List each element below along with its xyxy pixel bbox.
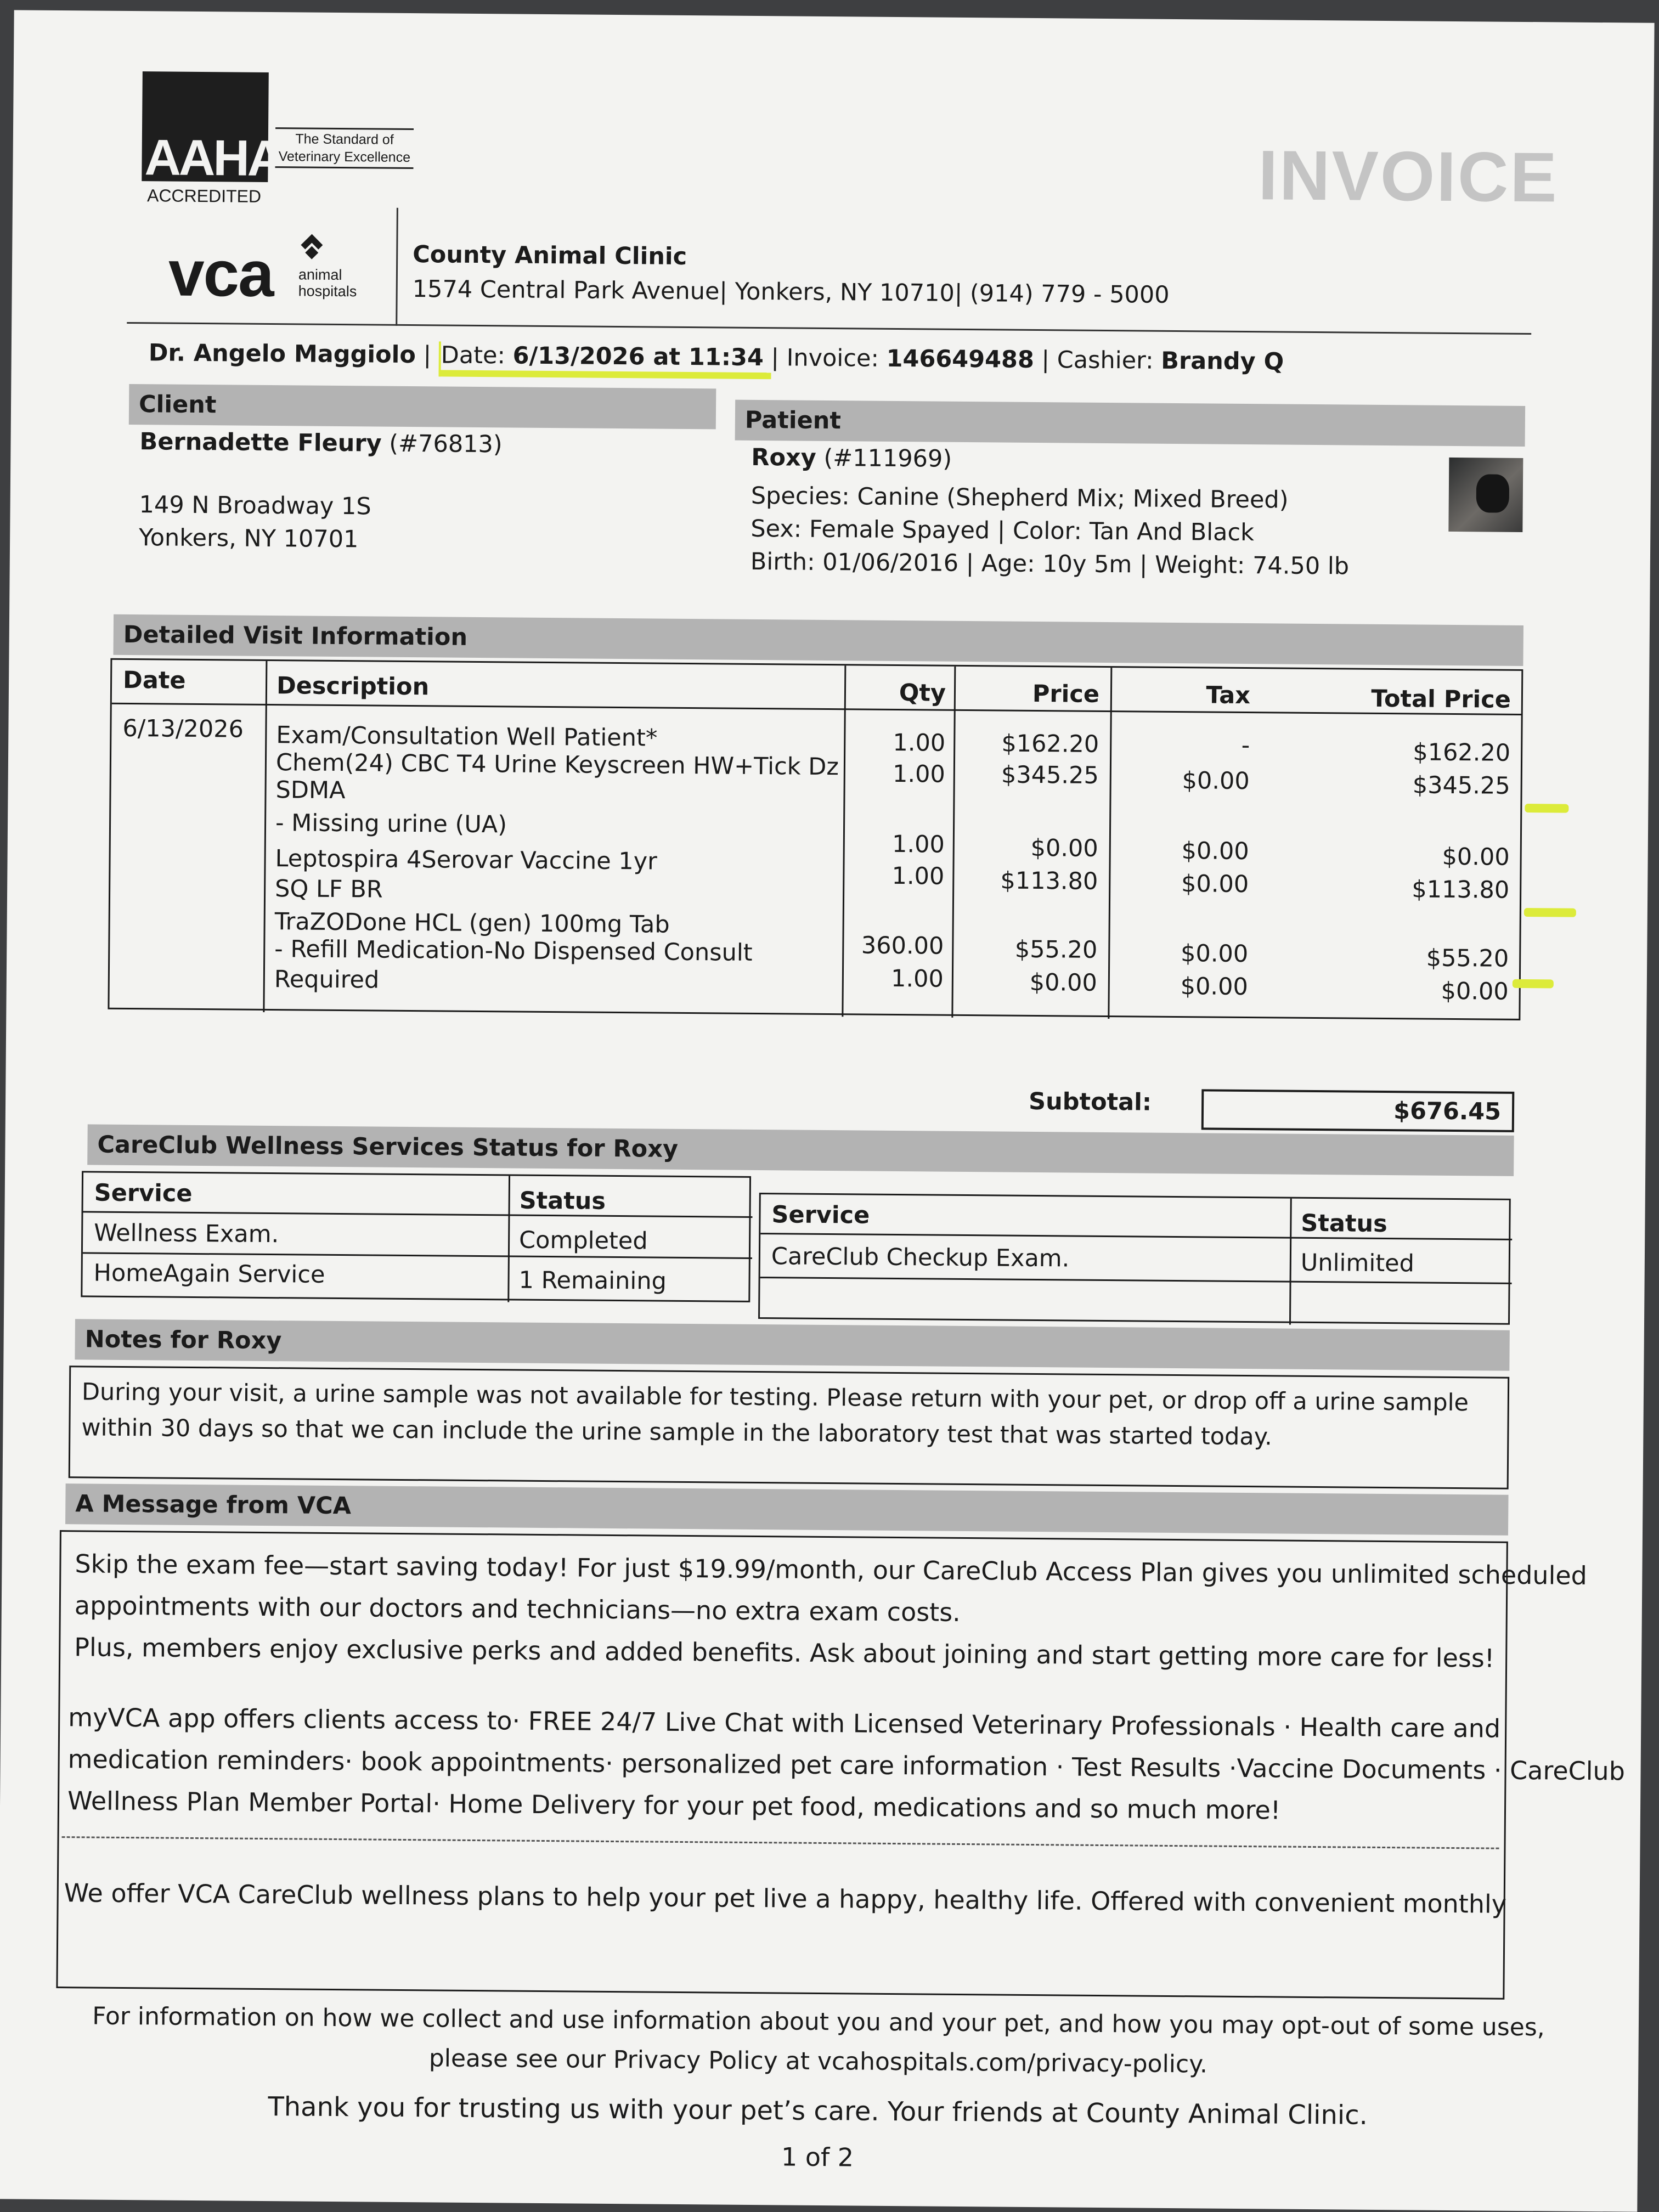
message-paragraph-3: We offer VCA CareClub wellness plans to help your pet live a happy, healthy life. Offered with convenient monthly (64, 1878, 1507, 1919)
aaha-tagline (275, 127, 414, 169)
cashier-label: Cashier: (1057, 346, 1154, 375)
privacy-line-2: please see our Privacy Policy at vcahospitals.com/privacy-policy. (428, 2044, 1208, 2079)
col-divider (507, 1176, 510, 1302)
visit-info-line: Dr. Angelo Maggiolo | Date: 6/13/2026 at 11:34 | Invoice: 146649488 | Cashier: Brandy Q (149, 339, 1284, 375)
row-tax: $0.00 (1180, 973, 1248, 1001)
dog-photo-icon (1476, 474, 1510, 512)
aaha-tagline-1: The Standard of (295, 131, 394, 148)
message-line: Plus, members enjoy exclusive perks and added benefits. Ask about joining and start getting more care for less! (74, 1632, 1495, 1673)
header-rule (127, 322, 1531, 335)
client-name-line (139, 428, 503, 458)
row-rule (760, 1233, 1512, 1240)
careclub-left-service-header: Service (94, 1179, 193, 1207)
row-qty: 1.00 (891, 862, 945, 890)
desc-line: SQ LF BR (274, 875, 383, 904)
col-divider (263, 661, 267, 1012)
row-total: $0.00 (1442, 843, 1510, 871)
row-total: $0.00 (1441, 977, 1509, 1006)
row-qty: 1.00 (893, 729, 946, 757)
visit-date: 6/13/2026 (122, 714, 244, 743)
careclub-service: Wellness Exam. (94, 1219, 279, 1249)
desc-line: Chem(24) CBC T4 Urine Keyscreen HW+Tick Dz (275, 749, 839, 781)
message-paragraph-2 (67, 1696, 1626, 1833)
col-date-header: Date (122, 666, 186, 695)
desc-line: TraZODone HCL (gen) 100mg Tab (274, 908, 670, 939)
notes-heading: Notes for Roxy (75, 1319, 1510, 1371)
vca-logo-text: vca (168, 237, 274, 311)
row-price: $0.00 (1029, 968, 1098, 997)
row-tax: $0.00 (1181, 837, 1249, 866)
col-divider (1289, 1199, 1292, 1325)
col-total-header: Total Price (1371, 685, 1511, 714)
header-divider (396, 208, 398, 326)
aaha-logo-text: AAHA (144, 129, 282, 187)
message-line: Skip the exam fee—start saving today! For just $19.99/month, our CareClub Access Plan gives you unlimited scheduled (75, 1549, 1588, 1590)
highlighter-mark (1525, 804, 1568, 813)
row-price: $345.25 (1001, 761, 1099, 789)
row-tax: $0.00 (1180, 940, 1249, 968)
subtotal-label: Subtotal: (1028, 1087, 1152, 1116)
client-number: (#76813) (389, 430, 503, 459)
patient-species: Species: Canine (Shepherd Mix; Mixed Breed) (751, 482, 1289, 514)
patient-name-line (751, 444, 952, 473)
thank-you-message: Thank you for trusting us with your pet’s care. Your friends at County Animal Clinic. (268, 2091, 1368, 2131)
row-price: $0.00 (1030, 834, 1098, 862)
desc-line: - Missing urine (UA) (275, 809, 507, 839)
col-description-header: Description (276, 672, 430, 701)
desc-line: SDMA (275, 776, 346, 805)
careclub-left-table (81, 1171, 751, 1302)
page-number: 1 of 2 (781, 2142, 854, 2172)
vca-sub-1: animal (298, 266, 342, 284)
vca-diamond-icon (296, 232, 327, 262)
row-qty: 1.00 (891, 830, 945, 859)
row-qty: 1.00 (892, 760, 946, 788)
privacy-line-1: For information on how we collect and use information about you and your pet, and how you may opt-out of some uses, (92, 2002, 1545, 2042)
cashier-name: Brandy Q (1161, 347, 1284, 376)
client-heading: Client (129, 384, 716, 429)
patient-number: (#111969) (823, 444, 952, 473)
row-rule (83, 1211, 753, 1218)
notes-box (69, 1365, 1510, 1489)
desc-line: Exam/Consultation Well Patient* (276, 721, 658, 752)
col-qty-header: Qty (899, 679, 946, 707)
patient-birth: Birth: 01/06/2016 | Age: 10y 5m | Weight: 74.50 lb (750, 548, 1350, 580)
patient-sex-color: Sex: Female Spayed | Color: Tan And Black (751, 515, 1255, 547)
careclub-right-service-header: Service (771, 1201, 870, 1229)
message-box (56, 1530, 1626, 2000)
doctor-name: Dr. Angelo Maggiolo (148, 339, 416, 369)
patient-name: Roxy (751, 443, 816, 472)
row-price: $162.20 (1001, 730, 1099, 758)
client-address-1: 149 N Broadway 1S (139, 491, 371, 521)
subtotal-value: $676.45 (1201, 1089, 1515, 1132)
visit-heading: Detailed Visit Information (113, 614, 1523, 666)
desc-line: Required (274, 966, 380, 994)
patient-photo (1448, 458, 1523, 532)
careclub-heading: CareClub Wellness Services Status for Roxy (87, 1124, 1514, 1176)
row-qty: 360.00 (861, 932, 944, 960)
date-highlight (438, 341, 771, 379)
message-line: medication reminders· book appointments· personalized pet care information · Test Results ·Vaccine Documents · CareClub (67, 1744, 1626, 1786)
message-line: appointments with our doctors and technicians—no extra exam costs. (74, 1590, 961, 1627)
visit-table (108, 658, 1523, 1020)
invoice-page (0, 10, 1655, 2211)
clinic-name: County Animal Clinic (413, 241, 687, 270)
highlighter-mark (1524, 908, 1576, 917)
row-total: $55.20 (1426, 944, 1509, 973)
careclub-service: CareClub Checkup Exam. (771, 1243, 1070, 1273)
row-total: $345.25 (1412, 771, 1510, 800)
row-qty: 1.00 (890, 964, 944, 993)
row-total: $162.20 (1413, 738, 1511, 767)
row-tax: $0.00 (1182, 767, 1250, 795)
message-line: myVCA app offers clients access to· FREE 24/7 Live Chat with Licensed Veterinary Professionals · Health care and (68, 1702, 1501, 1743)
date-value: 6/13/2026 at 11:34 (512, 342, 764, 372)
notes-line-2: within 30 days so that we can include the urine sample in the laboratory test that was started today. (81, 1414, 1272, 1451)
invoice-title: INVOICE (1257, 136, 1559, 217)
invoice-number: 146649488 (886, 345, 1035, 374)
careclub-status: Completed (518, 1226, 648, 1255)
col-price-header: Price (1032, 680, 1100, 708)
row-tax: - (1241, 731, 1250, 760)
privacy-notice (0, 1996, 1639, 2087)
invoice-label: Invoice: (786, 344, 879, 373)
row-price: $113.80 (1000, 867, 1098, 895)
client-address-2: Yonkers, NY 10701 (138, 524, 359, 554)
careclub-right-status-header: Status (1301, 1209, 1387, 1238)
row-rule (83, 1252, 752, 1259)
aaha-tagline-2: Veterinary Excellence (278, 149, 411, 166)
message-paragraph-1 (74, 1543, 1587, 1680)
desc-line: Leptospira 4Serovar Vaccine 1yr (275, 845, 658, 876)
careclub-status: 1 Remaining (518, 1266, 667, 1295)
row-total: $113.80 (1412, 876, 1510, 904)
message-dashed-divider (62, 1836, 1499, 1849)
date-label: Date: (441, 341, 506, 370)
vca-logo-subtitle (298, 266, 357, 300)
aaha-accredited-text: ACCREDITED (146, 185, 262, 206)
client-name: Bernadette Fleury (139, 428, 382, 458)
careclub-status: Unlimited (1300, 1249, 1415, 1278)
highlighter-mark (1513, 979, 1554, 989)
patient-heading: Patient (735, 400, 1526, 447)
desc-line: - Refill Medication-No Dispensed Consult (274, 935, 753, 967)
row-rule (760, 1277, 1512, 1284)
careclub-left-status-header: Status (519, 1187, 606, 1215)
clinic-address: 1574 Central Park Avenue| Yonkers, NY 10710| (914) 779 - 5000 (412, 275, 1170, 309)
col-tax-header: Tax (1206, 681, 1251, 710)
message-line: Wellness Plan Member Portal· Home Delivery for your pet food, medications and so much more! (67, 1786, 1281, 1825)
careclub-service: HomeAgain Service (93, 1259, 325, 1289)
careclub-right-table (758, 1193, 1511, 1325)
row-tax: $0.00 (1181, 870, 1249, 899)
notes-line-1: During your visit, a urine sample was not available for testing. Please return with your pet, or drop off a urine sample (81, 1378, 1469, 1417)
message-heading: A Message from VCA (65, 1483, 1509, 1536)
vca-sub-2: hospitals (298, 283, 357, 300)
row-price: $55.20 (1014, 935, 1098, 964)
